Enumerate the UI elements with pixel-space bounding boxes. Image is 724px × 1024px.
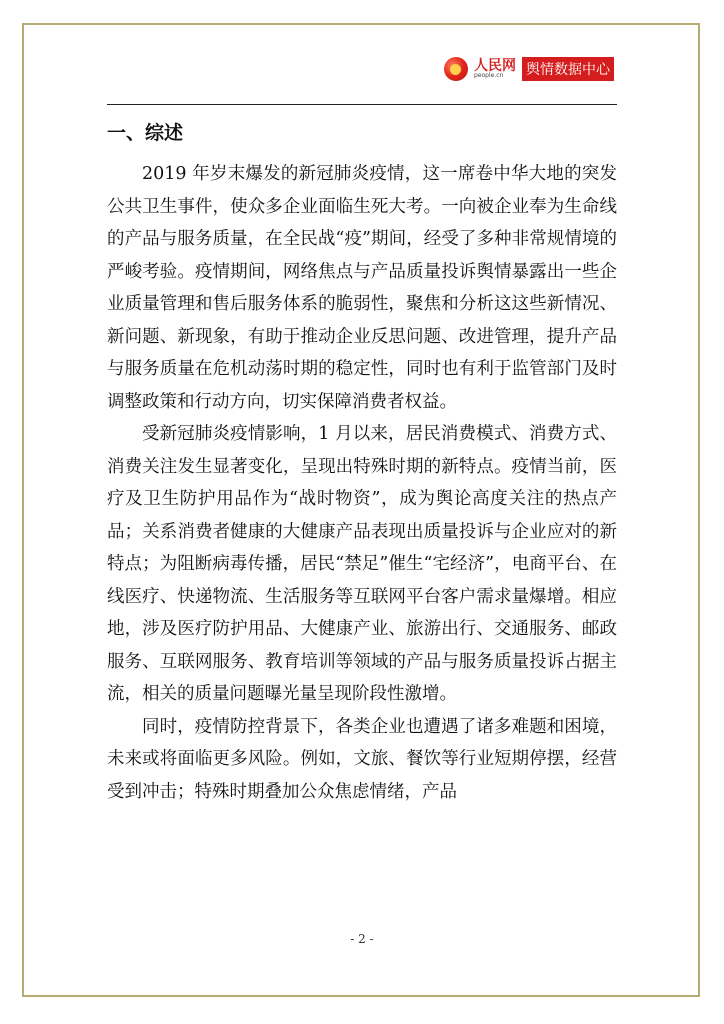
page-number: - 2 - xyxy=(350,932,374,946)
paragraph: 同时，疫情防控背景下，各类企业也遭遇了诸多难题和困境，未来或将面临更多风险。例如，文旅、餐饮等行业短期停摆，经营受到冲击；特殊时期叠加公众焦虑情绪，产品 xyxy=(107,716,617,802)
logo-wordmark xyxy=(474,59,516,79)
paragraph: 2019 年岁末爆发的新冠肺炎疫情，这一席卷中华大地的突发公共卫生事件，使众多企业面临生死大考。一向被企业奉为生命线的产品与服务质量，在全民战“疫”期间，经受了多种非常规情境的严峻考验。疫情期间，网络焦点与产品质量投诉舆情暴露出一些企业质量管理和售后服务体系的脆弱性，聚焦和分析这这些新情况、新问题、新现象，有助于推动企业反思问题、改进管理，提升产品与服务质量在危机动荡时期的稳定性，同时也有利于监管部门及时调整政策和行动方向，切实保障消费者权益。 xyxy=(107,164,617,412)
header-rule xyxy=(107,104,617,105)
people-cn-logo xyxy=(444,57,614,81)
logo-badge: 舆情数据中心 xyxy=(522,57,614,81)
logo-domain-text: people.cn xyxy=(474,72,504,79)
paragraph: 受新冠肺炎疫情影响，1 月以来，居民消费模式、消费方式、消费关注发生显著变化，呈现出特殊时期的新特点。疫情当前，医疗及卫生防护用品作为“战时物资”，成为舆论高度关注的热点产品；关系消费者健康的大健康产品表现出质量投诉与企业应对的新特点；为阻断病毒传播，居民“禁足”催生“宅经济”，电商平台、在线医疗、快递物流、生活服务等互联网平台客户需求量爆增。相应地，涉及医疗防护用品、大健康产业、旅游出行、交通服务、邮政服务、互联网服务、教育培训等领域的产品与服务质量投诉占据主流，相关的质量问题曝光量呈现阶段性激增。 xyxy=(107,424,617,704)
body-text xyxy=(107,158,617,808)
logo-main-text: 人民网 xyxy=(474,58,516,74)
people-cn-emblem-icon xyxy=(444,57,468,81)
section-title: 一、综述 xyxy=(107,122,184,144)
